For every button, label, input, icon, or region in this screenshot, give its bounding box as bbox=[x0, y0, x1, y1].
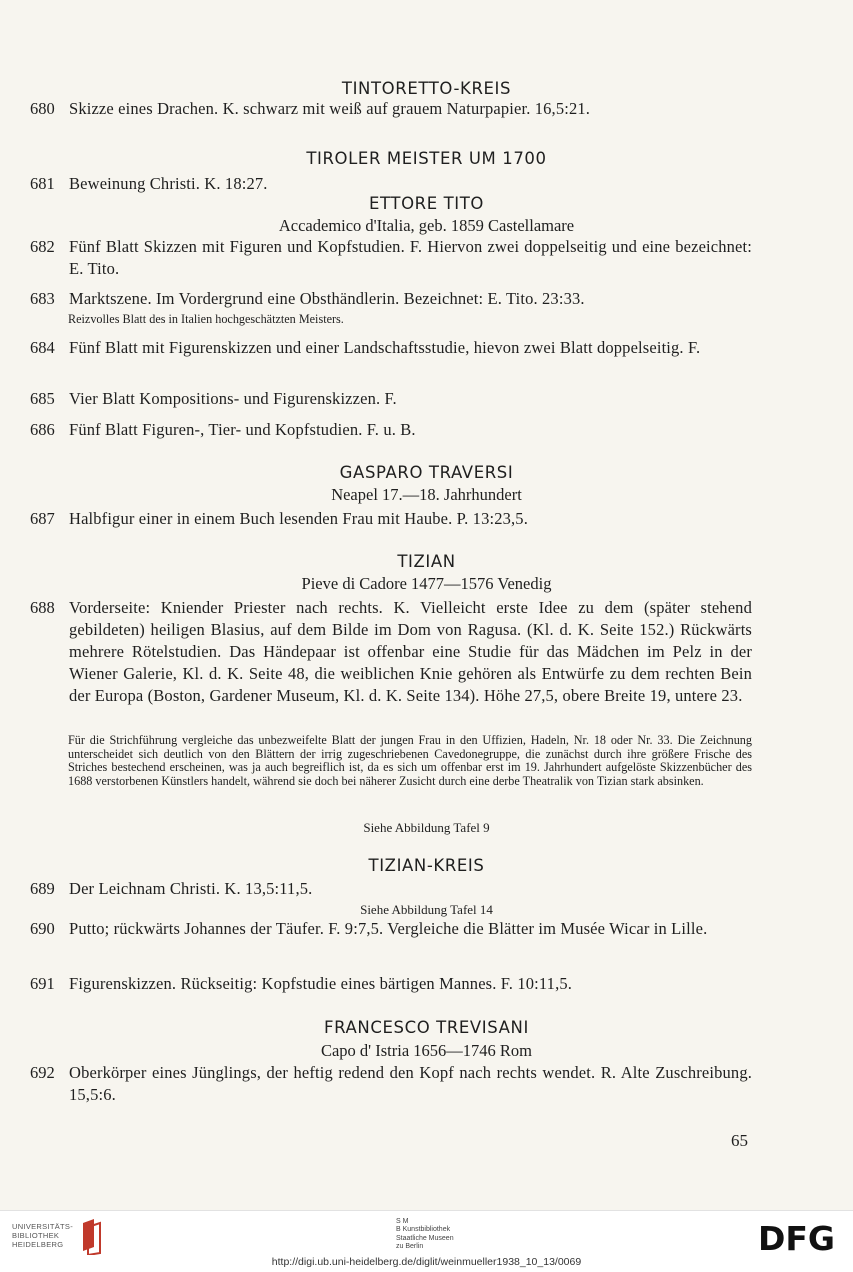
staatliche-museen-logo bbox=[396, 1218, 506, 1251]
university-library-logo bbox=[80, 1217, 104, 1255]
entry-number: 680 bbox=[30, 99, 55, 118]
section-heading: TINTORETTO-KREIS bbox=[341, 79, 512, 98]
entry-number: 683 bbox=[30, 289, 55, 308]
entry-number: 681 bbox=[30, 174, 55, 193]
entry-text: Figurenskizzen. Rückseitig: Kopfstudie eines bärtigen Mannes. F. 10:11,5. bbox=[69, 974, 573, 993]
library-line: Staatliche Museen bbox=[396, 1234, 454, 1242]
entry-text: Fünf Blatt Skizzen mit Figuren und Kopfstudien. F. Hiervon zwei doppelseitig und eine bezeichnet: E. Tito. bbox=[69, 237, 752, 278]
entry-text: Skizze eines Drachen. K. schwarz mit weiß auf grauem Naturpapier. 16,5:21. bbox=[69, 99, 591, 118]
entry-text: Der Leichnam Christi. K. 13,5:11,5. bbox=[69, 879, 313, 898]
catalog-entry bbox=[30, 973, 752, 995]
entry-text: Putto; rückwärts Johannes der Täufer. F. 9:7,5. Vergleiche die Blätter im Musée Wicar in Lille. bbox=[69, 919, 708, 938]
catalog-entry bbox=[30, 878, 752, 900]
catalog-entry bbox=[30, 1062, 752, 1106]
entry-text: Vorderseite: Kniender Priester nach rechts. K. Vielleicht erste Idee zu dem (später stehend gebildeten) heiligen Blasius, auf dem Bilde im Dom von Ragusa. (Kl. d. K. Seite 152.) Rückwärts mehrere Rötelstudien. Das Händepaar ist offenbar eine Studie für das Mädchen im Pelz in der Wiener Galerie, Kl. d. K. Seite 48, die weiblichen Knie gehören als Entwürfe zu dem rechten Bein der Europa (Boston, Gardener Museum, Kl. d. K. Seite 134). Höhe 27,5, obere Breite 19, untere 23. bbox=[69, 598, 752, 705]
entry-number: 689 bbox=[30, 879, 55, 898]
catalog-entry bbox=[30, 236, 752, 280]
entry-number: 692 bbox=[30, 1063, 55, 1082]
entry-number: 684 bbox=[30, 338, 55, 357]
entry-number: 691 bbox=[30, 974, 55, 993]
entry-note: Für die Strichführung vergleiche das unbezweifelte Blatt der jungen Frau in den Uffizien, Hadeln, Nr. 18 oder Nr. 33. Die Zeichnung unterscheidet sich deutlich von den Blättern der irrig zugeschriebenen Cavedonegruppe, die zunächst durch ihre größere Frische des Striches bestechend erscheinen, was ja auch begreiflich ist, da es sich um offenbar erst im 19. Jahrhundert aufgelöste Skizzenbücher des 1688 verstorbenen Künstlers handelt, während sie doch bei näherer Zusicht durch eine derbe Theatralik von Tizian stark absinken. bbox=[68, 733, 752, 788]
entry-text: Fünf Blatt Figuren-, Tier- und Kopfstudien. F. u. B. bbox=[69, 420, 416, 439]
dfg-logo-text: DFG bbox=[758, 1220, 836, 1254]
catalog-entry bbox=[30, 419, 752, 441]
entry-number: 690 bbox=[30, 919, 55, 938]
catalog-entry bbox=[30, 508, 752, 530]
catalog-entry bbox=[30, 98, 752, 120]
entry-number: 686 bbox=[30, 420, 55, 439]
illustration-reference: Siehe Abbildung Tafel 14 bbox=[360, 902, 493, 917]
catalog-entry bbox=[30, 388, 752, 410]
illustration-reference: Siehe Abbildung Tafel 9 bbox=[363, 820, 490, 835]
entry-number: 688 bbox=[30, 598, 55, 617]
source-url[interactable]: http://digi.ub.uni-heidelberg.de/diglit/weinmueller1938_10_13/0069 bbox=[271, 1256, 582, 1268]
catalog-entry bbox=[30, 918, 752, 940]
section-subtitle: Pieve di Cadore 1477—1576 Venedig bbox=[301, 574, 552, 593]
library-line: S M bbox=[396, 1218, 409, 1225]
section-subtitle: Capo d' Istria 1656—1746 Rom bbox=[320, 1041, 533, 1060]
entry-note: Reizvolles Blatt des in Italien hochgeschätzten Meisters. bbox=[68, 312, 344, 326]
entry-number: 685 bbox=[30, 389, 55, 408]
university-library-name: UNIVERSITÄTS- BIBLIOTHEK HEIDELBERG bbox=[12, 1222, 73, 1249]
entry-text: Beweinung Christi. K. 18:27. bbox=[69, 174, 268, 193]
entry-text: Marktszene. Im Vordergrund eine Obsthändlerin. Bezeichnet: E. Tito. 23:33. bbox=[69, 289, 585, 308]
section-heading: TIZIAN-KREIS bbox=[368, 856, 485, 875]
entry-text: Fünf Blatt mit Figurenskizzen und einer Landschaftsstudie, hievon zwei Blatt doppelseitig. F. bbox=[69, 338, 701, 357]
library-line: zu Berlin bbox=[396, 1242, 424, 1250]
section-heading: TIROLER MEISTER UM 1700 bbox=[306, 149, 547, 168]
library-line: B Kunstbibliothek bbox=[396, 1226, 451, 1234]
dfg-logo bbox=[758, 1220, 842, 1254]
section-heading: GASPARO TRAVERSI bbox=[339, 463, 514, 482]
catalog-entry bbox=[30, 337, 752, 359]
catalog-entry bbox=[30, 288, 752, 310]
section-heading: FRANCESCO TREVISANI bbox=[324, 1018, 529, 1037]
section-heading: TIZIAN bbox=[397, 552, 456, 571]
page-number: 65 bbox=[731, 1131, 748, 1150]
entry-text: Oberkörper eines Jünglings, der heftig redend den Kopf nach rechts wendet. R. Alte Zuschreibung. 15,5:6. bbox=[69, 1063, 752, 1104]
entry-number: 682 bbox=[30, 237, 55, 256]
section-subtitle: Neapel 17.—18. Jahrhundert bbox=[331, 485, 522, 504]
catalog-entry bbox=[30, 597, 752, 707]
entry-number: 687 bbox=[30, 509, 55, 528]
section-heading: ETTORE TITO bbox=[368, 194, 485, 213]
entry-text: Halbfigur einer in einem Buch lesenden Frau mit Haube. P. 13:23,5. bbox=[69, 509, 528, 528]
catalog-entry bbox=[30, 173, 752, 195]
entry-text: Vier Blatt Kompositions- und Figurenskizzen. F. bbox=[69, 389, 397, 408]
section-subtitle: Accademico d'Italia, geb. 1859 Castellamare bbox=[278, 216, 575, 235]
